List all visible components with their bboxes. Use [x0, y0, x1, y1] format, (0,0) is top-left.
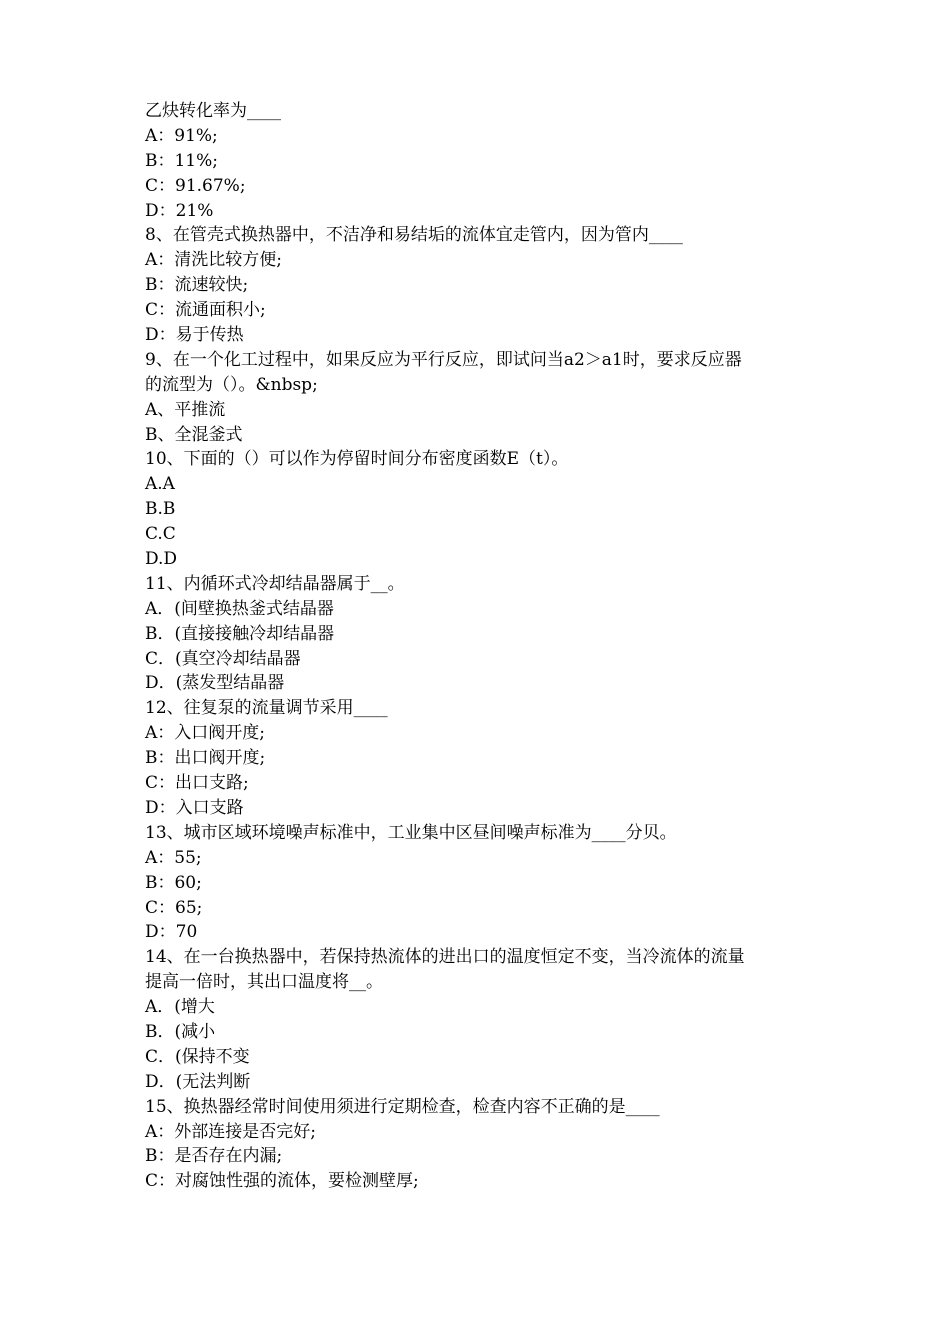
question-14: 14、在一台换热器中，若保持热流体的进出口的温度恒定不变，当冷流体的流量	[145, 947, 745, 968]
option-a: A．(间壁换热釜式结晶器	[145, 598, 334, 619]
question-12: 12、往复泵的流量调节采用____	[145, 698, 388, 719]
option-d: D：70	[145, 922, 198, 943]
option-d: D：21%	[145, 200, 214, 221]
option-a: A：入口阀开度;	[145, 723, 266, 744]
option-c: C：91.67%;	[145, 175, 246, 196]
question-8: 8、在管壳式换热器中，不洁净和易结垢的流体宜走管内，因为管内____	[145, 225, 683, 246]
document-body	[145, 99, 815, 1194]
option-c: C：65;	[145, 897, 203, 918]
option-c: C．(保持不变	[145, 1046, 250, 1067]
option-d: D．(蒸发型结晶器	[145, 673, 285, 694]
question-13: 13、城市区域环境噪声标准中，工业集中区昼间噪声标准为____分贝。	[145, 822, 677, 843]
option-b: B：流速较快;	[145, 275, 249, 296]
option-d: D．(无法判断	[145, 1071, 251, 1092]
option-a: A、平推流	[145, 399, 226, 420]
option-c: C．(真空冷却结晶器	[145, 648, 301, 669]
option-b: B：11%;	[145, 150, 219, 171]
option-c: C：流通面积小;	[145, 300, 266, 321]
option-b: B：60;	[145, 872, 202, 893]
question-9-continued: 的流型为（）。&nbsp;	[145, 374, 318, 395]
option-b: B．(减小	[145, 1021, 216, 1042]
question-15: 15、换热器经常时间使用须进行定期检查，检查内容不正确的是____	[145, 1096, 660, 1117]
option-a: A：91%;	[145, 125, 218, 146]
question-11: 11、内循环式冷却结晶器属于__。	[145, 573, 405, 594]
option-b: B、全混釜式	[145, 424, 243, 445]
option-c: C：对腐蚀性强的流体，要检测壁厚;	[145, 1171, 419, 1192]
option-a: A：清洗比较方便;	[145, 250, 283, 271]
option-b: B．(直接接触冷却结晶器	[145, 623, 335, 644]
question-9: 9、在一个化工过程中，如果反应为平行反应，即试问当a2＞a1时，要求反应器	[145, 349, 742, 370]
option-a: A：外部连接是否完好;	[145, 1121, 317, 1142]
option-d: D：易于传热	[145, 325, 244, 346]
option-b: B.B	[145, 499, 176, 520]
option-a: A．(增大	[145, 997, 215, 1018]
question-stem: 乙炔转化率为____	[145, 101, 281, 121]
option-a: A.A	[145, 474, 175, 495]
option-b: B：是否存在内漏;	[145, 1146, 283, 1167]
option-d: D.D	[145, 549, 178, 570]
question-14-continued: 提高一倍时，其出口温度将__。	[145, 972, 383, 993]
option-c: C.C	[145, 524, 176, 545]
option-b: B：出口阀开度;	[145, 748, 266, 769]
option-d: D：入口支路	[145, 797, 244, 818]
option-a: A：55;	[145, 847, 202, 868]
question-10: 10、下面的（）可以作为停留时间分布密度函数E（t）。	[145, 449, 569, 470]
option-c: C：出口支路;	[145, 773, 249, 794]
